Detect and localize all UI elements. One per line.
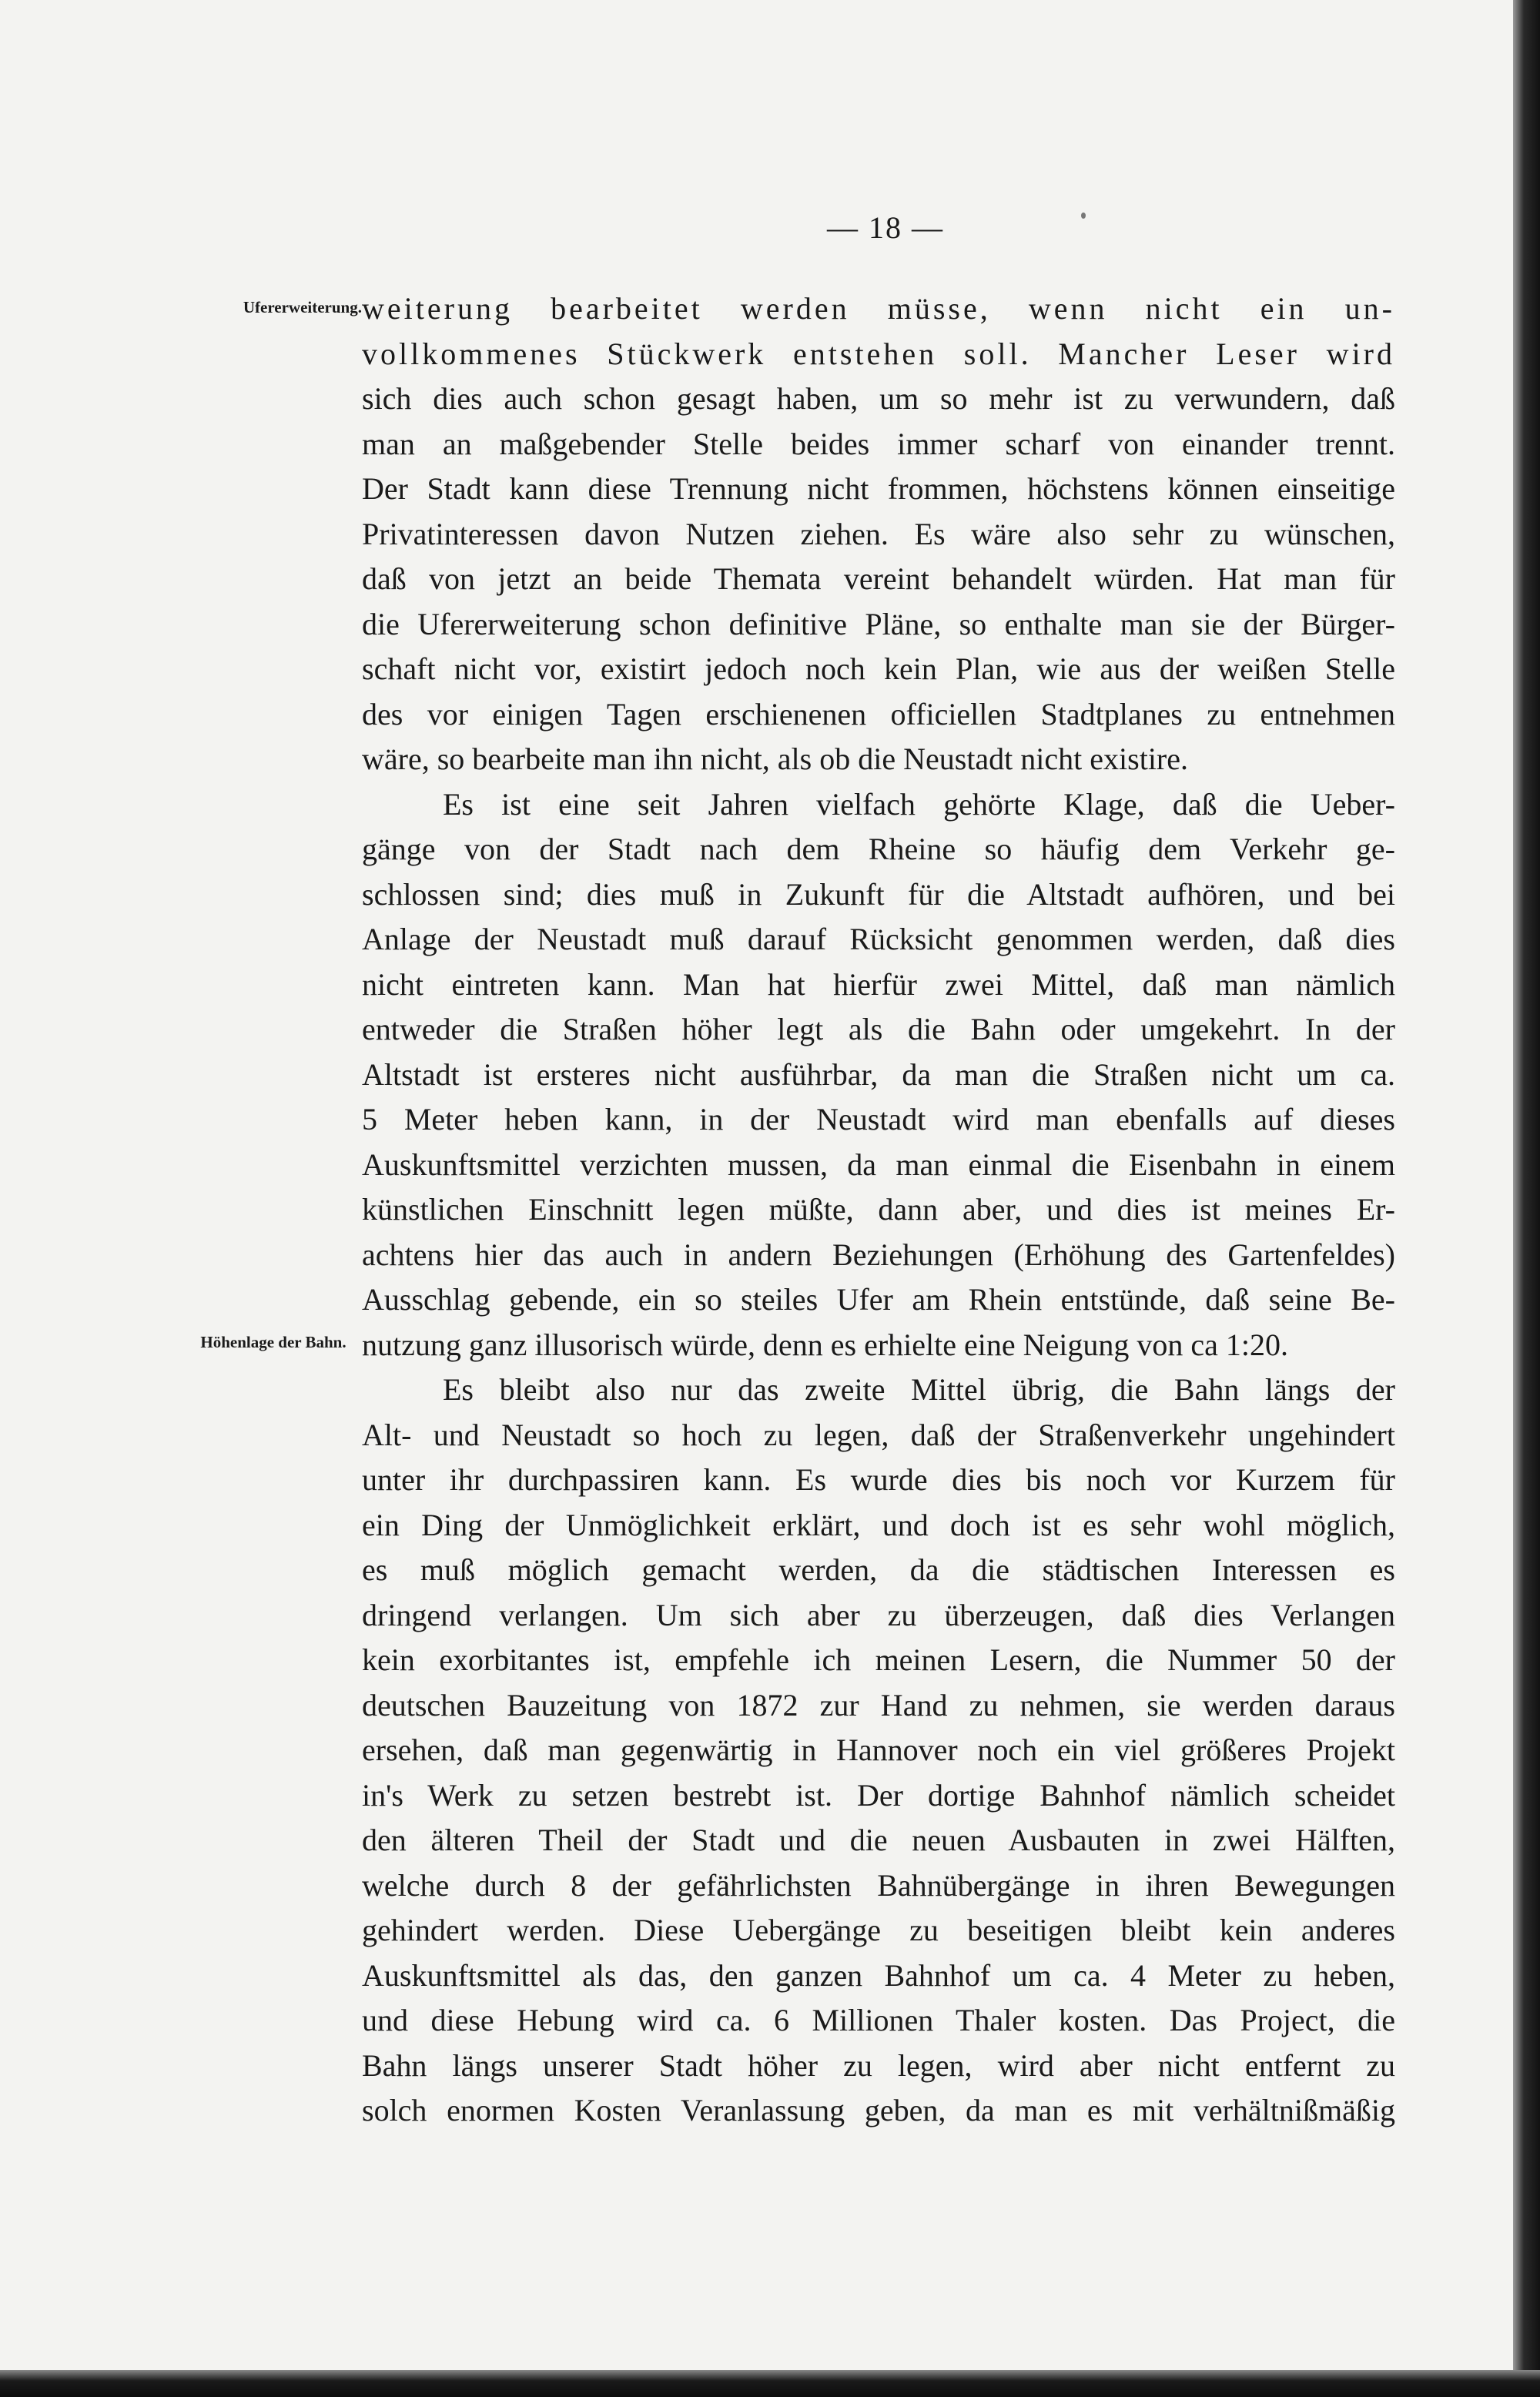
text-line: gänge von der Stadt nach dem Rheine so häufig dem Verkehr ge- (362, 832, 1395, 866)
ink-speck (1081, 213, 1086, 219)
text-line: Altstadt ist ersteres nicht ausführbar, da man die Straßen nicht um ca. (362, 1056, 1395, 1092)
page-number: — 18 — (827, 210, 944, 245)
text-line: kein exorbitantes ist, empfehle ich meinen Lesern, die Nummer 50 der (362, 1642, 1395, 1677)
text-line: es muß möglich gemacht werden, da die städtischen Interessen es (362, 1552, 1395, 1587)
text-line: den älteren Theil der Stadt und die neuen Ausbauten in zwei Hälften, (362, 1823, 1395, 1857)
text-line: welche durch 8 der gefährlichsten Bahnübergänge in ihren Bewegungen (362, 1867, 1395, 1903)
text-line: schaft nicht vor, existirt jedoch noch kein Plan, wie aus der weißen Stelle (362, 651, 1395, 686)
text-line: gehindert werden. Diese Uebergänge zu beseitigen bleibt kein anderes (362, 1913, 1395, 1947)
text-line: solch enormen Kosten Veranlassung geben, da man es mit verhältnißmäßig (362, 2093, 1395, 2128)
text-line: Ausschlag gebende, ein so steiles Ufer am Rhein entstünde, daß seine Be- (362, 1282, 1395, 1317)
text-line: wäre, so bearbeite man ihn nicht, als ob die Neustadt nicht existire. (362, 742, 1189, 776)
text-line: weiterung bearbeitet werden müsse, wenn nicht ein un- (362, 291, 1395, 326)
text-line: des vor einigen Tagen erschienenen officiellen Stadtplanes zu entnehmen (362, 696, 1395, 731)
text-line: schlossen sind; dies muß in Zukunft für die Altstadt aufhören, und bei (362, 876, 1395, 912)
text-line: nutzung ganz illusorisch würde, denn es erhielte eine Neigung von ca 1:20. (362, 1327, 1288, 1362)
text-line: dringend verlangen. Um sich aber zu überzeugen, daß dies Verlangen (362, 1597, 1395, 1632)
text-line: Es bleibt also nur das zweite Mittel übrig, die Bahn längs der (443, 1372, 1395, 1407)
scan-edge-right (1513, 0, 1540, 2397)
text-line: ersehen, daß man gegenwärtig in Hannover noch ein viel größeres Projekt (362, 1732, 1395, 1767)
text-line: Alt- und Neustadt so hoch zu legen, daß der Straßenverkehr ungehindert (362, 1417, 1395, 1452)
text-line: Es ist eine seit Jahren vielfach gehörte Klage, daß die Ueber- (443, 786, 1395, 822)
scan-edge-bottom (0, 2370, 1540, 2397)
text-line: deutschen Bauzeitung von 1872 zur Hand zu nehmen, sie werden daraus (362, 1687, 1395, 1722)
text-line: und diese Hebung wird ca. 6 Millionen Thaler kosten. Das Project, die (362, 2003, 1395, 2037)
text-line: 5 Meter heben kann, in der Neustadt wird man ebenfalls auf dieses (362, 1102, 1395, 1137)
text-line: Bahn längs unserer Stadt höher zu legen, wird aber nicht entfernt zu (362, 2047, 1395, 2083)
text-line: künstlichen Einschnitt legen müßte, dann aber, und dies ist meines Er- (362, 1192, 1395, 1227)
text-line: Privatinteressen davon Nutzen ziehen. Es wäre also sehr zu wünschen, (362, 516, 1395, 551)
text-line: man an maßgebender Stelle beides immer scharf von einander trennt. (362, 426, 1395, 461)
margin-note-ufererweiterung: Ufererweiterung. (243, 298, 362, 316)
text-line: Auskunftsmittel verzichten mussen, da man einmal die Eisenbahn in einem (362, 1147, 1395, 1182)
margin-note-hoehenlage: Höhenlage der Bahn. (200, 1333, 346, 1351)
text-line: unter ihr durchpassiren kann. Es wurde dies bis noch vor Kurzem für (362, 1462, 1395, 1497)
text-line: vollkommenes Stückwerk entstehen soll. Mancher Leser wird (362, 336, 1395, 371)
text-line: die Ufererweiterung schon definitive Pläne, so enthalte man sie der Bürger- (362, 606, 1395, 641)
text-line: daß von jetzt an beide Themata vereint behandelt würden. Hat man für (362, 561, 1395, 596)
text-line: sich dies auch schon gesagt haben, um so mehr ist zu verwundern, daß (362, 381, 1395, 416)
text-line: nicht eintreten kann. Man hat hierfür zwei Mittel, daß man nämlich (362, 966, 1395, 1002)
text-line: Anlage der Neustadt muß darauf Rücksicht genommen werden, daß dies (362, 922, 1395, 956)
text-line: in's Werk zu setzen bestrebt ist. Der dortige Bahnhof nämlich scheidet (362, 1777, 1395, 1813)
text-line: Der Stadt kann diese Trennung nicht frommen, höchstens können einseitige (362, 471, 1395, 506)
text-line: ein Ding der Unmöglichkeit erklärt, und doch ist es sehr wohl möglich, (362, 1507, 1395, 1542)
text-line: achtens hier das auch in andern Beziehungen (Erhöhung des Gartenfeldes) (362, 1237, 1395, 1272)
text-line: entweder die Straßen höher legt als die Bahn oder umgekehrt. In der (362, 1012, 1395, 1046)
text-line: Auskunftsmittel als das, den ganzen Bahnhof um ca. 4 Meter zu heben, (362, 1957, 1395, 1993)
